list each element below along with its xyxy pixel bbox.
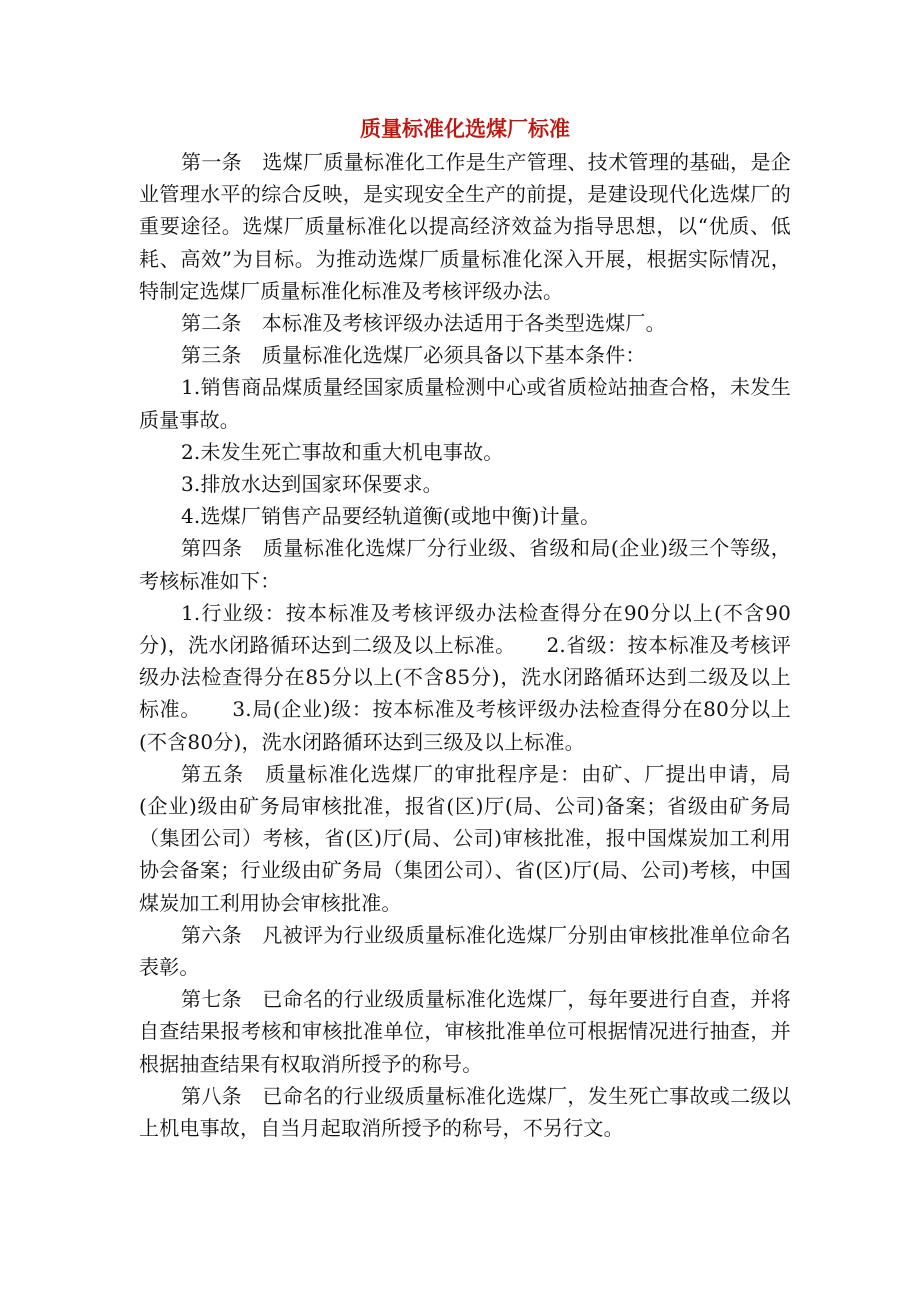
article-8: 第八条 已命名的行业级质量标准化选煤厂，发生死亡事故或二级以上机电事故，自当月起取消所授予的称号，不另行文。 — [139, 1083, 791, 1141]
condition-4: 4.选煤厂销售产品要经轨道衡(或地中衡)计量。 — [181, 504, 601, 529]
article-7: 第七条 已命名的行业级质量标准化选煤厂，每年要进行自查，并将自查结果报考核和审核批准单位，审核批准单位可根据情况进行抽查，并根据抽查结果有权取消所授予的称号。 — [139, 987, 791, 1076]
article-5: 第五条 质量标准化选煤厂的审批程序是：由矿、厂提出申请，局(企业)级由矿务局审核批准，报省(区)厅(局、公司)备案；省级由矿务局（集团公司）考核，省(区)厅(局、公司)审核批准，报中国煤炭加工利用协会备案；行业级由矿务局（集团公司）、省(区)厅(局、公司)考核，中国煤炭加工利用协会审核批准。 — [139, 761, 791, 915]
article-2: 第二条 本标准及考核评级办法适用于各类型选煤厂。 — [181, 311, 666, 336]
article-4: 第四条 质量标准化选煤厂分行业级、省级和局(企业)级三个等级，考核标准如下： — [139, 536, 791, 593]
grade-criteria: 1.行业级：按本标准及考核评级办法检查得分在90分以上(不含90分)，洗水闭路循环达到二级及以上标准。 2.省级：按本标准及考核评级办法检查得分在85分以上(不含85分)，洗水闭路循环达到二级及以上标准。 3.局(企业)级：按本标准及考核评级办法检查得分在80分以上(不含80分)，洗水闭路循环达到三级及以上标准。 — [139, 600, 791, 754]
article-6: 第六条 凡被评为行业级质量标准化选煤厂分别由审核批准单位命名表彰。 — [139, 922, 791, 980]
article-3: 第三条 质量标准化选煤厂必须具备以下基本条件： — [181, 343, 646, 368]
document-title: 质量标准化选煤厂标准 — [360, 116, 570, 141]
condition-1: 1.销售商品煤质量经国家质量检测中心或省质检站抽查合格，未发生质量事故。 — [139, 375, 791, 432]
document-body — [139, 112, 791, 1144]
article-1: 第一条 选煤厂质量标准化工作是生产管理、技术管理的基础，是企业管理水平的综合反映，是实现安全生产的前提，是建设现代化选煤厂的重要途径。选煤厂质量标准化以提高经济效益为指导思想，以“优质、低耗、高效”为目标。为推动选煤厂质量标准化深入开展，根据实际情况，特制定选煤厂质量标准化标准及考核评级办法。 — [139, 150, 791, 303]
condition-3: 3.排放水达到国家环保要求。 — [181, 472, 443, 497]
condition-2: 2.未发生死亡事故和重大机电事故。 — [181, 439, 504, 464]
